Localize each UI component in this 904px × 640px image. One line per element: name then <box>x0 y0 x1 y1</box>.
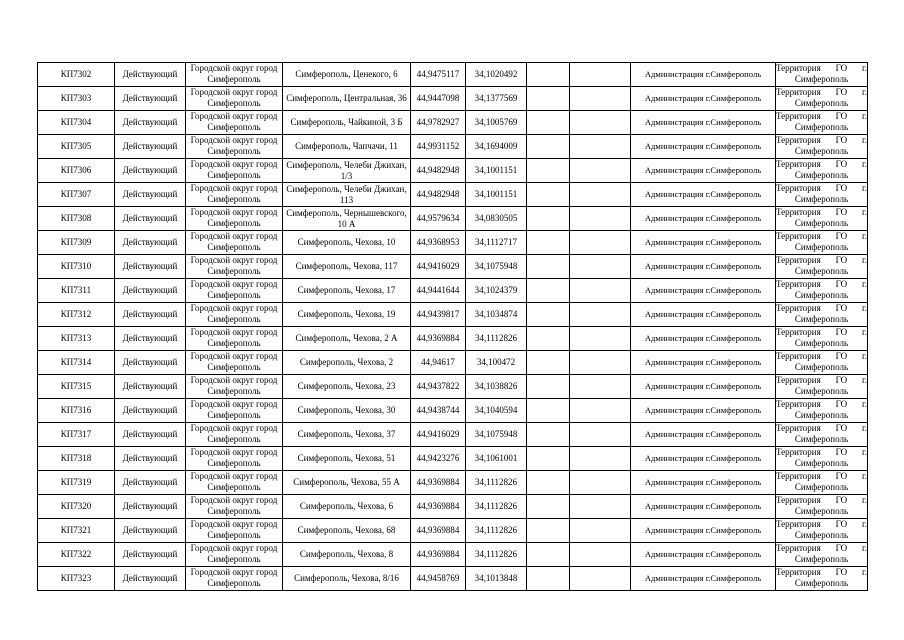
territory-cell: Территория ГО г. Симферополь <box>776 543 868 567</box>
registry-table-body <box>38 63 868 591</box>
status-cell: Действующий <box>115 351 186 375</box>
latitude-cell: 44,9416029 <box>411 423 466 447</box>
latitude-cell: 44,9369884 <box>411 471 466 495</box>
owner-cell: Администрация г.Симферополь <box>631 351 776 375</box>
longitude-cell: 34,1005769 <box>466 111 527 135</box>
owner-cell: Администрация г.Симферополь <box>631 63 776 87</box>
longitude-cell: 34,1001151 <box>466 159 527 183</box>
empty-cell <box>570 303 631 327</box>
address-cell: Симферополь, Чехова, 17 <box>283 279 411 303</box>
address-cell: Симферополь, Чехова, 19 <box>283 303 411 327</box>
municipality-cell: Городской округ город Симферополь <box>186 159 283 183</box>
status-cell: Действующий <box>115 303 186 327</box>
empty-cell <box>570 63 631 87</box>
address-cell: Симферополь, Челеби Джихан, 1/3 <box>283 159 411 183</box>
table-row <box>38 519 868 543</box>
table-row <box>38 255 868 279</box>
municipality-cell: Городской округ город Симферополь <box>186 303 283 327</box>
municipality-cell: Городской округ город Симферополь <box>186 471 283 495</box>
longitude-cell: 34,0830505 <box>466 207 527 231</box>
table-row <box>38 447 868 471</box>
status-cell: Действующий <box>115 447 186 471</box>
territory-cell: Территория ГО г. Симферополь <box>776 567 868 591</box>
latitude-cell: 44,9369884 <box>411 495 466 519</box>
longitude-cell: 34,1112717 <box>466 231 527 255</box>
municipality-cell: Городской округ город Симферополь <box>186 519 283 543</box>
status-cell: Действующий <box>115 111 186 135</box>
status-cell: Действующий <box>115 519 186 543</box>
empty-cell <box>570 519 631 543</box>
empty-cell <box>570 135 631 159</box>
territory-cell: Территория ГО г. Симферополь <box>776 63 868 87</box>
address-cell: Симферополь, Чехова, 30 <box>283 399 411 423</box>
latitude-cell: 44,9368953 <box>411 231 466 255</box>
point-code-cell: КП7306 <box>38 159 115 183</box>
latitude-cell: 44,9416029 <box>411 255 466 279</box>
point-code-cell: КП7314 <box>38 351 115 375</box>
empty-cell <box>570 471 631 495</box>
point-code-cell: КП7319 <box>38 471 115 495</box>
table-row <box>38 207 868 231</box>
address-cell: Симферополь, Челеби Джихан, 113 <box>283 183 411 207</box>
empty-cell <box>570 159 631 183</box>
owner-cell: Администрация г.Симферополь <box>631 135 776 159</box>
empty-cell <box>570 279 631 303</box>
point-code-cell: КП7304 <box>38 111 115 135</box>
empty-cell <box>527 351 570 375</box>
municipality-cell: Городской округ город Симферополь <box>186 495 283 519</box>
table-row <box>38 567 868 591</box>
table-row <box>38 351 868 375</box>
empty-cell <box>527 87 570 111</box>
address-cell: Симферополь, Чехова, 8 <box>283 543 411 567</box>
latitude-cell: 44,9369884 <box>411 519 466 543</box>
address-cell: Симферополь, Чайкиной, 3 Б <box>283 111 411 135</box>
territory-cell: Территория ГО г. Симферополь <box>776 183 868 207</box>
owner-cell: Администрация г.Симферополь <box>631 183 776 207</box>
owner-cell: Администрация г.Симферополь <box>631 303 776 327</box>
municipality-cell: Городской округ город Симферополь <box>186 111 283 135</box>
latitude-cell: 44,9423276 <box>411 447 466 471</box>
address-cell: Симферополь, Ценекого, 6 <box>283 63 411 87</box>
municipality-cell: Городской округ город Симферополь <box>186 399 283 423</box>
empty-cell <box>527 279 570 303</box>
point-code-cell: КП7321 <box>38 519 115 543</box>
empty-cell <box>527 543 570 567</box>
table-row <box>38 279 868 303</box>
empty-cell <box>570 183 631 207</box>
longitude-cell: 34,1075948 <box>466 255 527 279</box>
owner-cell: Администрация г.Симферополь <box>631 279 776 303</box>
owner-cell: Администрация г.Симферополь <box>631 231 776 255</box>
territory-cell: Территория ГО г. Симферополь <box>776 423 868 447</box>
status-cell: Действующий <box>115 471 186 495</box>
latitude-cell: 44,9438744 <box>411 399 466 423</box>
empty-cell <box>527 207 570 231</box>
longitude-cell: 34,1112826 <box>466 495 527 519</box>
address-cell: Симферополь, Чехова, 8/16 <box>283 567 411 591</box>
point-code-cell: КП7310 <box>38 255 115 279</box>
municipality-cell: Городской округ город Симферополь <box>186 135 283 159</box>
owner-cell: Администрация г.Симферополь <box>631 519 776 543</box>
territory-cell: Территория ГО г. Симферополь <box>776 111 868 135</box>
empty-cell <box>570 375 631 399</box>
status-cell: Действующий <box>115 207 186 231</box>
empty-cell <box>570 87 631 111</box>
longitude-cell: 34,1013848 <box>466 567 527 591</box>
table-row <box>38 135 868 159</box>
empty-cell <box>570 567 631 591</box>
table-row <box>38 63 868 87</box>
municipality-cell: Городской округ город Симферополь <box>186 375 283 399</box>
empty-cell <box>570 543 631 567</box>
longitude-cell: 34,1112826 <box>466 327 527 351</box>
empty-cell <box>527 135 570 159</box>
point-code-cell: КП7322 <box>38 543 115 567</box>
status-cell: Действующий <box>115 255 186 279</box>
table-row <box>38 495 868 519</box>
empty-cell <box>527 183 570 207</box>
latitude-cell: 44,9579634 <box>411 207 466 231</box>
empty-cell <box>527 111 570 135</box>
longitude-cell: 34,1694009 <box>466 135 527 159</box>
address-cell: Симферополь, Чехова, 51 <box>283 447 411 471</box>
municipality-cell: Городской округ город Симферополь <box>186 351 283 375</box>
table-row <box>38 543 868 567</box>
address-cell: Симферополь, Чапчачи, 11 <box>283 135 411 159</box>
owner-cell: Администрация г.Симферополь <box>631 423 776 447</box>
status-cell: Действующий <box>115 399 186 423</box>
owner-cell: Администрация г.Симферополь <box>631 543 776 567</box>
empty-cell <box>570 255 631 279</box>
municipality-cell: Городской округ город Симферополь <box>186 327 283 351</box>
longitude-cell: 34,1040594 <box>466 399 527 423</box>
owner-cell: Администрация г.Симферополь <box>631 159 776 183</box>
territory-cell: Территория ГО г. Симферополь <box>776 495 868 519</box>
longitude-cell: 34,1024379 <box>466 279 527 303</box>
owner-cell: Администрация г.Симферополь <box>631 567 776 591</box>
latitude-cell: 44,9475117 <box>411 63 466 87</box>
table-row <box>38 375 868 399</box>
status-cell: Действующий <box>115 375 186 399</box>
empty-cell <box>527 159 570 183</box>
status-cell: Действующий <box>115 423 186 447</box>
owner-cell: Администрация г.Симферополь <box>631 399 776 423</box>
empty-cell <box>570 207 631 231</box>
territory-cell: Территория ГО г. Симферополь <box>776 399 868 423</box>
longitude-cell: 34,1112826 <box>466 543 527 567</box>
territory-cell: Территория ГО г. Симферополь <box>776 231 868 255</box>
territory-cell: Территория ГО г. Симферополь <box>776 327 868 351</box>
empty-cell <box>527 63 570 87</box>
point-code-cell: КП7313 <box>38 327 115 351</box>
empty-cell <box>527 399 570 423</box>
empty-cell <box>570 495 631 519</box>
empty-cell <box>570 231 631 255</box>
table-row <box>38 111 868 135</box>
status-cell: Действующий <box>115 495 186 519</box>
latitude-cell: 44,9369884 <box>411 327 466 351</box>
address-cell: Симферополь, Чехова, 2 А <box>283 327 411 351</box>
latitude-cell: 44,94617 <box>411 351 466 375</box>
latitude-cell: 44,9482948 <box>411 159 466 183</box>
point-code-cell: КП7320 <box>38 495 115 519</box>
point-code-cell: КП7309 <box>38 231 115 255</box>
latitude-cell: 44,9369884 <box>411 543 466 567</box>
owner-cell: Администрация г.Симферополь <box>631 327 776 351</box>
point-code-cell: КП7318 <box>38 447 115 471</box>
address-cell: Симферополь, Чехова, 68 <box>283 519 411 543</box>
table-row <box>38 423 868 447</box>
status-cell: Действующий <box>115 63 186 87</box>
longitude-cell: 34,1038826 <box>466 375 527 399</box>
longitude-cell: 34,100472 <box>466 351 527 375</box>
empty-cell <box>527 471 570 495</box>
address-cell: Симферополь, Чехова, 55 А <box>283 471 411 495</box>
municipality-cell: Городской округ город Симферополь <box>186 567 283 591</box>
table-row <box>38 183 868 207</box>
territory-cell: Территория ГО г. Симферополь <box>776 303 868 327</box>
table-row <box>38 399 868 423</box>
municipality-cell: Городской округ город Симферополь <box>186 231 283 255</box>
municipality-cell: Городской округ город Симферополь <box>186 255 283 279</box>
territory-cell: Территория ГО г. Симферополь <box>776 519 868 543</box>
longitude-cell: 34,1075948 <box>466 423 527 447</box>
territory-cell: Территория ГО г. Симферополь <box>776 255 868 279</box>
longitude-cell: 34,1377569 <box>466 87 527 111</box>
territory-cell: Территория ГО г. Симферополь <box>776 375 868 399</box>
empty-cell <box>527 495 570 519</box>
status-cell: Действующий <box>115 183 186 207</box>
longitude-cell: 34,1034874 <box>466 303 527 327</box>
empty-cell <box>527 255 570 279</box>
point-code-cell: КП7311 <box>38 279 115 303</box>
table-row <box>38 231 868 255</box>
empty-cell <box>527 327 570 351</box>
status-cell: Действующий <box>115 87 186 111</box>
longitude-cell: 34,1020492 <box>466 63 527 87</box>
latitude-cell: 44,9931152 <box>411 135 466 159</box>
address-cell: Симферополь, Чехова, 37 <box>283 423 411 447</box>
owner-cell: Администрация г.Симферополь <box>631 495 776 519</box>
municipality-cell: Городской округ город Симферополь <box>186 543 283 567</box>
address-cell: Симферополь, Чехова, 2 <box>283 351 411 375</box>
empty-cell <box>570 111 631 135</box>
latitude-cell: 44,9458769 <box>411 567 466 591</box>
latitude-cell: 44,9482948 <box>411 183 466 207</box>
status-cell: Действующий <box>115 567 186 591</box>
owner-cell: Администрация г.Симферополь <box>631 207 776 231</box>
status-cell: Действующий <box>115 231 186 255</box>
empty-cell <box>527 375 570 399</box>
longitude-cell: 34,1001151 <box>466 183 527 207</box>
owner-cell: Администрация г.Симферополь <box>631 471 776 495</box>
owner-cell: Администрация г.Симферополь <box>631 447 776 471</box>
municipality-cell: Городской округ город Симферополь <box>186 447 283 471</box>
registry-table <box>37 62 868 591</box>
municipality-cell: Городской округ город Симферополь <box>186 279 283 303</box>
territory-cell: Территория ГО г. Симферополь <box>776 135 868 159</box>
territory-cell: Территория ГО г. Симферополь <box>776 471 868 495</box>
owner-cell: Администрация г.Симферополь <box>631 111 776 135</box>
status-cell: Действующий <box>115 279 186 303</box>
address-cell: Симферополь, Чехова, 117 <box>283 255 411 279</box>
owner-cell: Администрация г.Симферополь <box>631 375 776 399</box>
empty-cell <box>527 567 570 591</box>
status-cell: Действующий <box>115 135 186 159</box>
empty-cell <box>570 399 631 423</box>
empty-cell <box>527 447 570 471</box>
address-cell: Симферополь, Чернышевского, 10 А <box>283 207 411 231</box>
table-row <box>38 471 868 495</box>
empty-cell <box>570 351 631 375</box>
point-code-cell: КП7307 <box>38 183 115 207</box>
point-code-cell: КП7305 <box>38 135 115 159</box>
table-row <box>38 327 868 351</box>
point-code-cell: КП7303 <box>38 87 115 111</box>
empty-cell <box>527 423 570 447</box>
empty-cell <box>527 303 570 327</box>
longitude-cell: 34,1112826 <box>466 519 527 543</box>
point-code-cell: КП7312 <box>38 303 115 327</box>
address-cell: Симферополь, Центральная, 36 <box>283 87 411 111</box>
longitude-cell: 34,1061001 <box>466 447 527 471</box>
empty-cell <box>570 327 631 351</box>
table-row <box>38 87 868 111</box>
point-code-cell: КП7315 <box>38 375 115 399</box>
empty-cell <box>570 447 631 471</box>
table-row <box>38 159 868 183</box>
territory-cell: Территория ГО г. Симферополь <box>776 447 868 471</box>
address-cell: Симферополь, Чехова, 23 <box>283 375 411 399</box>
territory-cell: Территория ГО г. Симферополь <box>776 159 868 183</box>
point-code-cell: КП7302 <box>38 63 115 87</box>
latitude-cell: 44,9447098 <box>411 87 466 111</box>
territory-cell: Территория ГО г. Симферополь <box>776 87 868 111</box>
municipality-cell: Городской округ город Симферополь <box>186 207 283 231</box>
municipality-cell: Городской округ город Симферополь <box>186 183 283 207</box>
address-cell: Симферополь, Чехова, 6 <box>283 495 411 519</box>
latitude-cell: 44,9437822 <box>411 375 466 399</box>
point-code-cell: КП7323 <box>38 567 115 591</box>
address-cell: Симферополь, Чехова, 10 <box>283 231 411 255</box>
owner-cell: Администрация г.Симферополь <box>631 255 776 279</box>
municipality-cell: Городской округ город Симферополь <box>186 63 283 87</box>
empty-cell <box>570 423 631 447</box>
owner-cell: Администрация г.Симферополь <box>631 87 776 111</box>
point-code-cell: КП7308 <box>38 207 115 231</box>
status-cell: Действующий <box>115 327 186 351</box>
point-code-cell: КП7316 <box>38 399 115 423</box>
latitude-cell: 44,9782927 <box>411 111 466 135</box>
latitude-cell: 44,9439817 <box>411 303 466 327</box>
longitude-cell: 34,1112826 <box>466 471 527 495</box>
municipality-cell: Городской округ город Симферополь <box>186 423 283 447</box>
municipality-cell: Городской округ город Симферополь <box>186 87 283 111</box>
status-cell: Действующий <box>115 543 186 567</box>
territory-cell: Территория ГО г. Симферополь <box>776 351 868 375</box>
table-row <box>38 303 868 327</box>
empty-cell <box>527 519 570 543</box>
territory-cell: Территория ГО г. Симферополь <box>776 207 868 231</box>
territory-cell: Территория ГО г. Симферополь <box>776 279 868 303</box>
point-code-cell: КП7317 <box>38 423 115 447</box>
empty-cell <box>527 231 570 255</box>
status-cell: Действующий <box>115 159 186 183</box>
latitude-cell: 44,9441644 <box>411 279 466 303</box>
